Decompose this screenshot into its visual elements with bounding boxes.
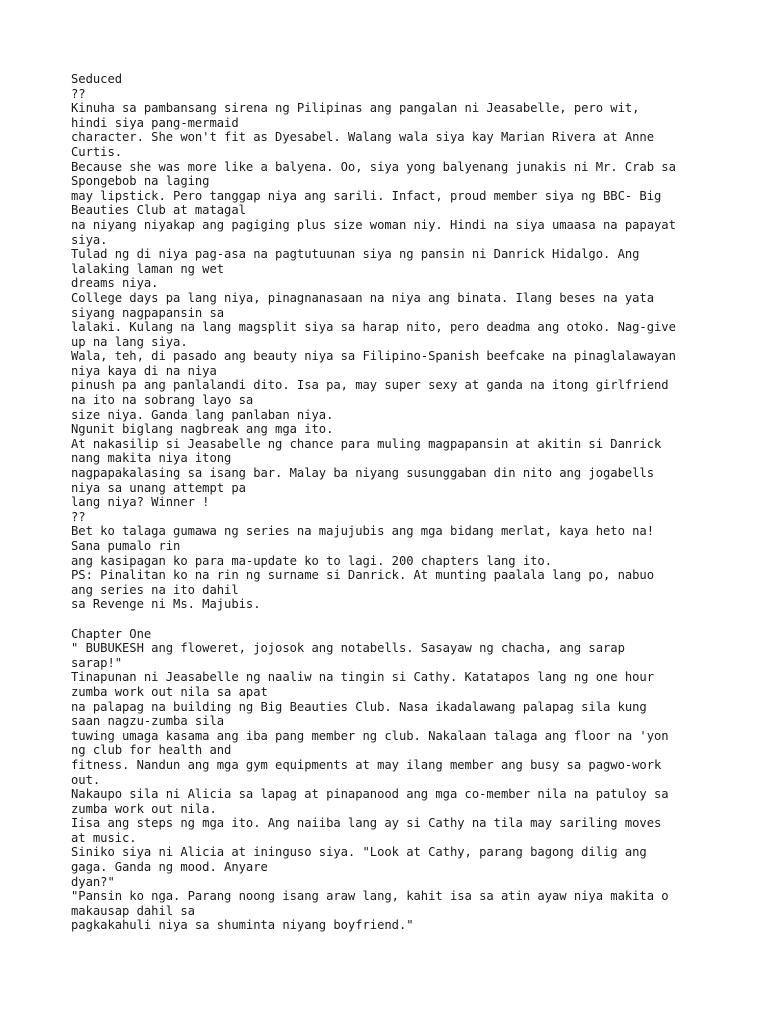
text-line: niya kaya di na niya: [71, 363, 217, 378]
text-line: lalaking laman ng wet: [71, 261, 225, 276]
text-line: siya.: [71, 232, 108, 247]
text-line: fitness. Nandun ang mga gym equipments at may ilang member ang busy sa pagwo-work: [71, 757, 662, 772]
text-line: gaga. Ganda ng mood. Anyare: [71, 860, 268, 875]
text-line: niya sa unang attempt pa: [71, 480, 246, 495]
text-line: At nakasilip si Jeasabelle ng chance para muling magpapansin at akitin si Danrick: [71, 436, 662, 451]
text-line: Siniko siya ni Alicia at ininguso siya. "Look at Cathy, parang bagong dilig ang: [71, 845, 647, 860]
text-line: Beauties Club at matagal: [71, 203, 246, 218]
text-line: ??: [71, 86, 86, 101]
text-line: Wala, teh, di pasado ang beauty niya sa Filipino-Spanish beefcake na pinaglalawayan: [71, 349, 676, 364]
text-line: na palapag na building ng Big Beauties Club. Nasa ikadalawang palapag sila kung: [71, 699, 647, 714]
text-line: sa Revenge ni Ms. Majubis.: [71, 597, 261, 612]
text-line: lalaki. Kulang na lang magsplit siya sa harap nito, pero deadma ang otoko. Nag-give: [71, 320, 676, 335]
text-line: Tulad ng di niya pag-asa na pagtutuunan siya ng pansin ni Danrick Hidalgo. Ang: [71, 247, 640, 262]
text-line: ang kasipagan ko para ma-update ko to lagi. 200 chapters lang ito.: [71, 553, 552, 568]
text-line: pinush pa ang panlalandi dito. Isa pa, may super sexy at ganda na itong girlfriend: [71, 378, 669, 393]
text-line: character. She won't fit as Dyesabel. Walang wala siya kay Marian Rivera at Anne: [71, 130, 655, 145]
text-line: hindi siya pang-mermaid: [71, 115, 239, 130]
text-line: Nakaupo sila ni Alicia sa lapag at pinapanood ang mga co-member nila na patuloy sa: [71, 787, 669, 802]
text-line: Curtis.: [71, 144, 123, 159]
text-line: Sana pumalo rin: [71, 539, 181, 553]
text-line: Spongebob na laging: [71, 174, 210, 189]
text-line: at music.: [71, 830, 137, 845]
text-line: nagpapakalasing sa isang bar. Malay ba niyang susunggaban din nito ang jogabells: [71, 466, 655, 481]
document-page: [71, 72, 721, 933]
text-line: zumba work out nila sa apat: [71, 684, 268, 699]
text-line: out.: [71, 772, 101, 787]
text-line: Bet ko talaga gumawa ng series na majujubis ang mga bidang merlat, kaya heto na!: [71, 524, 655, 539]
text-line: ang series na ito dahil: [71, 582, 239, 597]
text-line: tuwing umaga kasama ang iba pang member ng club. Nakalaan talaga ang floor na 'yon: [71, 728, 669, 743]
text-line: Ngunit biglang nagbreak ang mga ito.: [71, 422, 334, 437]
text-line: na ito na sobrang layo sa: [71, 393, 254, 408]
text-line: College days pa lang niya, pinagnanasaan na niya ang binata. Ilang beses na yata: [71, 290, 655, 305]
text-line: nang makita niya itong: [71, 451, 232, 466]
text-line: sarap!": [71, 655, 123, 670]
text-line: saan nagzu-zumba sila: [71, 714, 225, 729]
text-line: makausap dahil sa: [71, 903, 195, 918]
text-line: dyan?": [71, 874, 115, 889]
text-line: pagkakahuli niya sa shuminta niyang boyfriend.": [71, 918, 414, 933]
text-line: PS: Pinalitan ko na rin ng surname si Danrick. At munting paalala lang po, nabuo: [71, 568, 655, 583]
text-line: [71, 612, 721, 627]
text-line: ng club for health and: [71, 743, 232, 758]
text-line: Seduced: [71, 72, 123, 86]
text-line: Kinuha sa pambansang sirena ng Pilipinas ang pangalan ni Jeasabelle, pero wit,: [71, 101, 640, 116]
text-line: "Pansin ko nga. Parang noong isang araw lang, kahit isa sa atin ayaw niya makita o: [71, 889, 669, 904]
text-line: Because she was more like a balyena. Oo, siya yong balyenang junakis ni Mr. Crab sa: [71, 159, 676, 174]
text-line: ??: [71, 509, 86, 524]
text-line: Iisa ang steps ng mga ito. Ang naiiba lang ay si Cathy na tila may sariling moves: [71, 816, 662, 831]
text-line: up na lang siya.: [71, 334, 188, 349]
text-line: dreams niya.: [71, 276, 159, 291]
text-line: Chapter One: [71, 626, 152, 641]
text-line: size niya. Ganda lang panlaban niya.: [71, 407, 334, 422]
text-line: na niyang niyakap ang pagiging plus size woman niy. Hindi na siya umaasa na papayat: [71, 217, 676, 232]
text-line: siyang nagpapansin sa: [71, 305, 225, 320]
text-line: " BUBUKESH ang floweret, jojosok ang notabells. Sasayaw ng chacha, ang sarap: [71, 641, 625, 656]
text-line: zumba work out nila.: [71, 801, 217, 816]
text-line: may lipstick. Pero tanggap niya ang sarili. Infact, proud member siya ng BBC- Big: [71, 188, 662, 203]
text-line: lang niya? Winner !: [71, 495, 210, 510]
text-line: Tinapunan ni Jeasabelle ng naaliw na tingin si Cathy. Katatapos lang ng one hour: [71, 670, 655, 685]
